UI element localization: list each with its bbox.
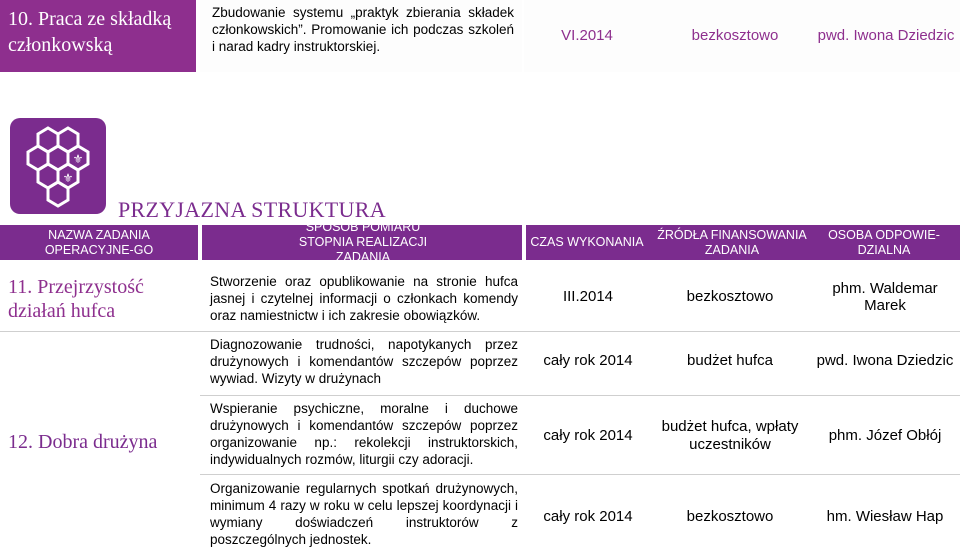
header-name: NAZWA ZADANIA OPERACYJNE-GO [44, 227, 154, 257]
task-method: Zbudowanie systemu „praktyk zbierania składek członkowskich”. Promowanie ich podczas szkoleń i narad kadry instruktorskiej. [212, 5, 514, 54]
task-name: 10. Praca ze składką członkowską [8, 8, 172, 56]
svg-text:⚜: ⚜ [62, 171, 74, 185]
row-time: cały rok 2014 [543, 352, 633, 369]
row-time: cały rok 2014 [543, 427, 633, 444]
header-funding: ŹRÓDŁA FINANSOWANIA ZADANIA [657, 227, 807, 257]
row-method: Diagnozowanie trudności, napotykanych przez drużynowych i komendantów szczepów poprzez wywiad. Wizyty w drużynach [210, 337, 518, 386]
group-name: 12. Dobra drużyna [8, 431, 158, 453]
row-person: hm. Wiesław Hap [826, 508, 944, 525]
header-divider [522, 225, 526, 260]
row-funding: budżet hufca, wpłaty uczestników [661, 418, 799, 453]
row-time: cały rok 2014 [543, 508, 633, 525]
row-name: 11. Przejrzystość działań hufca [8, 276, 144, 322]
row-person: phm. Waldemar Marek [832, 280, 938, 314]
row-funding: bezkosztowo [686, 288, 774, 305]
honeycomb-logo-icon [10, 118, 106, 214]
row-person: pwd. Iwona Dziedzic [816, 352, 954, 369]
task-time: VI.2014 [561, 27, 613, 44]
row-method: Wspieranie psychiczne, moralne i duchowe drużynowych i komendantów szczepów poprzez organizowanie np.: rekolekcji instruktorskich, indywidualnych rozmów, liturgii czy adoracji. [210, 401, 518, 467]
header-divider [198, 225, 202, 260]
row-method: Stworzenie oraz opublikowanie na stronie hufca jasnej i czytelnej informacji o członkach komendy oraz namiestnictw i ich zakresie obowiązków. [210, 274, 518, 323]
row-separator [200, 395, 960, 396]
row-funding: budżet hufca [687, 352, 773, 369]
row-separator [0, 331, 960, 332]
row-separator [200, 474, 960, 475]
row-method: Organizowanie regularnych spotkań drużynowych, minimum 4 razy w roku w celu lepszej koordynacji i wymiany doświadczeń instruktorów z poszczególnych jednostek. [210, 481, 518, 547]
row-person: phm. Józef Obłój [828, 427, 942, 444]
top-method-cell [200, 0, 522, 72]
task-person: pwd. Iwona Dziedzic [817, 27, 955, 44]
top-name-cell [0, 0, 196, 72]
header-method: SPOSÓB POMIARU STOPNIA REALIZACJI ZADANIA [298, 220, 428, 264]
row-time: III.2014 [562, 288, 614, 305]
svg-text:⚜: ⚜ [72, 152, 84, 166]
row-funding: bezkosztowo [686, 508, 774, 525]
task-funding: bezkosztowo [691, 27, 779, 44]
section-title: PRZYJAZNA STRUKTURA [118, 197, 386, 222]
header-person: OSOBA ODPOWIE-DZIALNA [828, 227, 940, 257]
header-time: CZAS WYKONANIA [530, 235, 644, 249]
